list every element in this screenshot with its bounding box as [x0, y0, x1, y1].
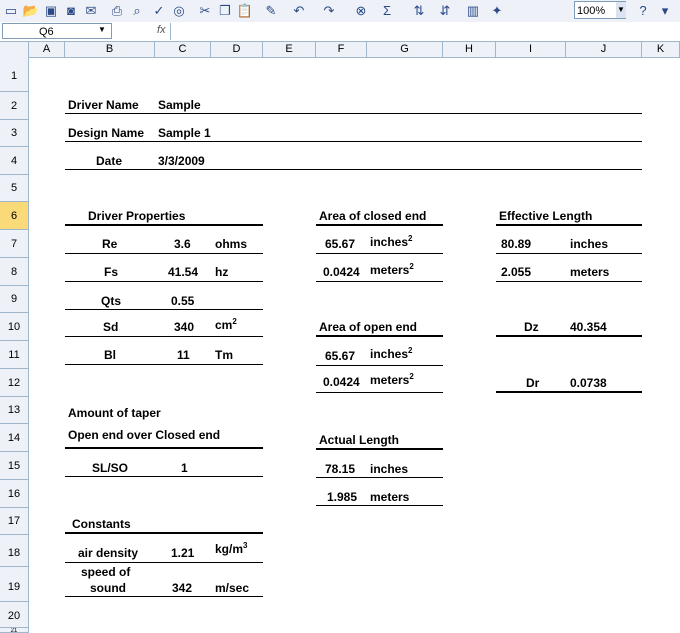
divider-line: [65, 476, 263, 477]
row-header-10[interactable]: 10: [0, 313, 29, 341]
divider-line: [316, 335, 443, 337]
fs-value: 41.54: [168, 265, 199, 279]
row-header-18[interactable]: 18: [0, 535, 29, 567]
permission-icon[interactable]: ◙: [67, 3, 75, 18]
row-header-9[interactable]: 9: [0, 286, 29, 313]
row-header-17[interactable]: 17: [0, 508, 29, 535]
row-header-2[interactable]: 2: [0, 92, 29, 120]
driver-name-label: Driver Name: [68, 98, 139, 112]
ratio-label: SL/SO: [92, 461, 129, 475]
open-end-meters-unit-text: meters: [370, 373, 410, 387]
sd-unit-text: cm: [215, 318, 233, 332]
divider-line: [496, 281, 642, 282]
divider-line: [316, 505, 443, 506]
format-painter-icon[interactable]: ✎: [265, 3, 277, 18]
effective-length-inches-value: 80.89: [501, 237, 532, 251]
print-icon[interactable]: ⎙: [111, 3, 123, 18]
date-label: Date: [96, 154, 123, 168]
sd-unit-exponent: 2: [232, 317, 237, 326]
name-box-value: Q6: [39, 26, 54, 38]
actual-length-inches-value: 78.15: [325, 462, 356, 476]
divider-line: [496, 335, 642, 337]
closed-end-title: Area of closed end: [319, 209, 427, 223]
column-header-f[interactable]: F: [316, 42, 367, 57]
row-header-11[interactable]: 11: [0, 341, 29, 369]
fs-unit: hz: [215, 265, 229, 279]
row-header-6[interactable]: 6: [0, 202, 29, 230]
divider-line: [65, 596, 263, 597]
divider-line: [316, 365, 443, 366]
open-end-meters-value: 0.0424: [323, 375, 360, 389]
column-header-i[interactable]: I: [496, 42, 566, 57]
spelling-icon[interactable]: ✓: [153, 3, 165, 18]
insert-function-icon[interactable]: fx: [157, 24, 166, 36]
divider-line: [496, 391, 642, 393]
open-end-inches-unit: [370, 347, 412, 361]
effective-length-meters-unit: meters: [570, 265, 610, 279]
sd-label: Sd: [103, 320, 119, 334]
copy-icon[interactable]: ❐: [219, 3, 231, 18]
taper-subtitle: Open end over Closed end: [68, 428, 221, 442]
divider-line: [65, 532, 263, 534]
air-density-unit-exponent: 3: [243, 541, 248, 550]
chevron-down-icon[interactable]: ▼: [616, 2, 626, 18]
row-header-7[interactable]: 7: [0, 230, 29, 258]
chevron-down-icon[interactable]: ▼: [98, 25, 106, 34]
help-icon[interactable]: ?: [639, 3, 647, 18]
column-header-d[interactable]: D: [211, 42, 263, 57]
sort-ascending-icon[interactable]: ⇅: [413, 3, 425, 18]
research-icon[interactable]: ◎: [173, 3, 185, 18]
select-all-corner[interactable]: [0, 42, 29, 57]
formula-bar: [0, 22, 680, 42]
save-icon[interactable]: ▣: [44, 3, 58, 18]
divider-line: [65, 113, 642, 114]
row-header-20[interactable]: 20: [0, 602, 29, 628]
actual-length-meters-unit: meters: [370, 490, 410, 504]
divider-line: [496, 224, 642, 226]
driver-properties-title: Driver Properties: [88, 209, 186, 223]
column-header-g[interactable]: G: [367, 42, 443, 57]
date-value: 3/3/2009: [158, 154, 205, 168]
row-header-1[interactable]: 1: [0, 57, 29, 92]
name-box[interactable]: [2, 23, 112, 39]
row-header-8[interactable]: 8: [0, 258, 29, 286]
bl-unit: Tm: [215, 348, 233, 362]
drawing-icon[interactable]: ✦: [491, 3, 503, 18]
dr-label: Dr: [526, 376, 540, 390]
effective-length-title: Effective Length: [499, 209, 593, 223]
divider-line: [65, 141, 642, 142]
fs-label: Fs: [104, 265, 119, 279]
column-header-j[interactable]: J: [566, 42, 642, 57]
new-icon[interactable]: ▭: [4, 3, 18, 18]
ratio-value: 1: [181, 461, 188, 475]
row-header-15[interactable]: 15: [0, 452, 29, 480]
closed-end-inches-unit-text: inches: [370, 235, 409, 249]
divider-line: [65, 169, 642, 170]
open-end-inches-unit-text: inches: [370, 347, 409, 361]
dr-value: 0.0738: [570, 376, 607, 390]
print-preview-icon[interactable]: ⌕: [133, 3, 141, 18]
speed-of-sound-unit: m/sec: [215, 581, 250, 595]
column-headers: [0, 42, 680, 58]
divider-line: [316, 448, 443, 450]
qts-value: 0.55: [171, 294, 195, 308]
divider-line: [65, 224, 263, 226]
divider-line: [316, 224, 443, 226]
closed-end-meters-value: 0.0424: [323, 265, 360, 279]
row-header-12[interactable]: 12: [0, 369, 29, 397]
divider-line: [496, 253, 642, 254]
air-density-unit: [215, 542, 247, 556]
closed-end-inches-exponent: 2: [408, 234, 413, 243]
re-label: Re: [102, 237, 118, 251]
divider-line: [316, 392, 443, 393]
row-header-4[interactable]: 4: [0, 147, 29, 175]
open-end-meters-exponent: 2: [409, 372, 414, 381]
effective-length-meters-value: 2.055: [501, 265, 532, 279]
worksheet-grid[interactable]: [29, 57, 680, 633]
row-header-13[interactable]: 13: [0, 397, 29, 424]
design-name-label: Design Name: [68, 126, 145, 140]
column-header-e[interactable]: E: [263, 42, 316, 57]
redo-icon[interactable]: ↷: [323, 3, 335, 18]
row-header-19[interactable]: 19: [0, 567, 29, 602]
taper-title: Amount of taper: [68, 406, 161, 420]
closed-end-meters-unit-text: meters: [370, 263, 410, 277]
standard-toolbar: [0, 0, 680, 23]
divider-line: [316, 477, 443, 478]
speed-of-sound-label-line1: speed of: [81, 565, 131, 579]
speed-of-sound-value: 342: [172, 581, 193, 595]
effective-length-inches-unit: inches: [570, 237, 609, 251]
sd-value: 340: [174, 320, 195, 334]
closed-end-inches-unit: [370, 235, 412, 249]
divider-line: [65, 562, 263, 563]
row-header-16[interactable]: 16: [0, 480, 29, 508]
email-icon[interactable]: ✉: [85, 3, 97, 18]
sd-unit: [215, 318, 237, 332]
divider-line: [316, 281, 443, 282]
constants-title: Constants: [72, 517, 131, 531]
row-header-21[interactable]: 21: [0, 628, 29, 633]
dz-label: Dz: [524, 320, 539, 334]
divider-line: [316, 253, 443, 254]
column-header-c[interactable]: C: [155, 42, 211, 57]
hyperlink-icon[interactable]: ⊗: [355, 3, 367, 18]
divider-line: [65, 281, 263, 282]
zoom-value: 100%: [577, 5, 606, 17]
re-unit: ohms: [215, 237, 248, 251]
air-density-label: air density: [78, 546, 139, 560]
bl-label: Bl: [104, 348, 116, 362]
sort-descending-icon[interactable]: ⇵: [439, 3, 451, 18]
chart-wizard-icon[interactable]: ▥: [466, 3, 480, 18]
row-header-14[interactable]: 14: [0, 424, 29, 452]
paste-icon[interactable]: 📋: [236, 3, 254, 18]
qts-label: Qts: [101, 294, 122, 308]
bl-value: 11: [177, 348, 190, 362]
row-header-3[interactable]: 3: [0, 120, 29, 147]
open-end-meters-unit: [370, 373, 414, 387]
row-header-5[interactable]: 5: [0, 175, 29, 202]
actual-length-inches-unit: inches: [370, 462, 409, 476]
autosum-icon[interactable]: Σ: [382, 3, 392, 18]
open-end-inches-exponent: 2: [408, 346, 413, 355]
open-end-title: Area of open end: [319, 320, 418, 334]
open-end-inches-value: 65.67: [325, 349, 356, 363]
closed-end-meters-unit: [370, 263, 414, 277]
column-header-a[interactable]: A: [29, 42, 65, 57]
divider-line: [65, 447, 263, 449]
column-header-b[interactable]: B: [65, 42, 155, 57]
closed-end-meters-exponent: 2: [409, 262, 414, 271]
divider-line: [65, 253, 263, 254]
open-icon[interactable]: 📂: [22, 3, 40, 18]
speed-of-sound-label-line2: sound: [90, 581, 126, 595]
dz-value: 40.354: [570, 320, 607, 334]
undo-icon[interactable]: ↶: [293, 3, 305, 18]
actual-length-title: Actual Length: [319, 433, 399, 447]
column-header-k[interactable]: K: [642, 42, 680, 57]
driver-name-value: Sample: [158, 98, 201, 112]
re-value: 3.6: [174, 237, 191, 251]
toolbar-options-icon[interactable]: ▾: [661, 3, 669, 18]
cut-icon[interactable]: ✂: [199, 3, 211, 18]
design-name-value: Sample 1: [158, 126, 211, 140]
divider-line: [65, 336, 263, 337]
air-density-value: 1.21: [171, 546, 195, 560]
actual-length-meters-value: 1.985: [327, 490, 358, 504]
formula-divider: [170, 23, 171, 40]
divider-line: [65, 309, 263, 310]
divider-line: [65, 364, 263, 365]
column-header-h[interactable]: H: [443, 42, 496, 57]
air-density-unit-text: kg/m: [215, 542, 244, 556]
closed-end-inches-value: 65.67: [325, 237, 356, 251]
